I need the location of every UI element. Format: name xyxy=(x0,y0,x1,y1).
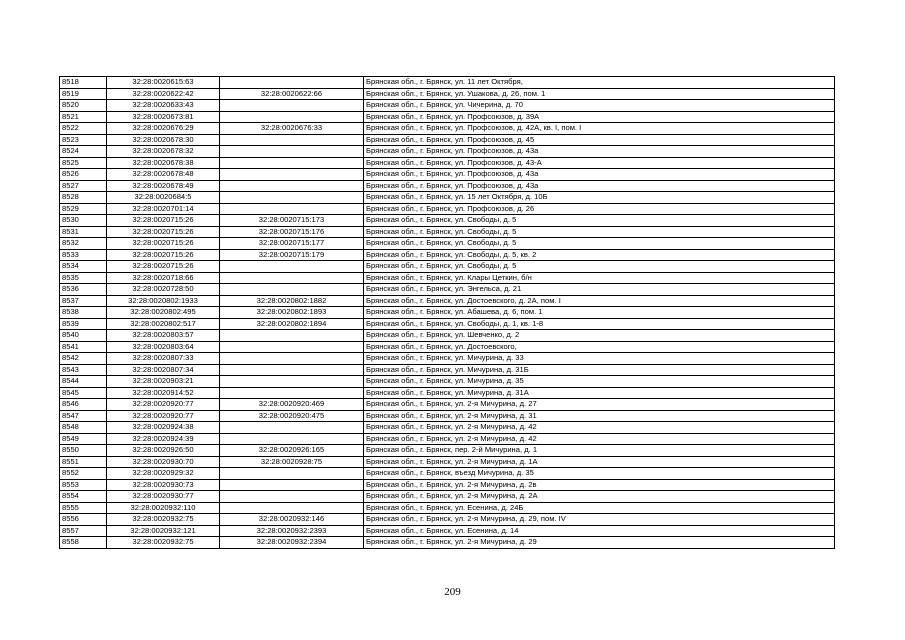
object-number-cell xyxy=(220,272,364,284)
row-number-cell: 8519 xyxy=(60,88,107,100)
object-number-cell: 32:28:0020802:1882 xyxy=(220,295,364,307)
cadastral-number-cell: 32:28:0020914:52 xyxy=(107,387,220,399)
table-row xyxy=(60,238,835,250)
object-number-cell xyxy=(220,341,364,353)
cadastral-number-cell: 32:28:0020920:77 xyxy=(107,399,220,411)
address-cell: Брянская обл., г. Брянск, ул. Шевченко, д. 2 xyxy=(364,330,835,342)
table-row xyxy=(60,341,835,353)
cadastral-number-cell: 32:28:0020903:21 xyxy=(107,376,220,388)
address-cell: Брянская обл., г. Брянск, ул. Есенина, д. 14 xyxy=(364,525,835,537)
address-cell: Брянская обл., г. Брянск, ул. Свободы, д. 5 xyxy=(364,238,835,250)
object-number-cell xyxy=(220,77,364,89)
cadastral-number-cell: 32:28:0020924:38 xyxy=(107,422,220,434)
object-number-cell xyxy=(220,502,364,514)
table-row xyxy=(60,353,835,365)
row-number-cell: 8522 xyxy=(60,123,107,135)
row-number-cell: 8528 xyxy=(60,192,107,204)
table-row xyxy=(60,307,835,319)
registry-table xyxy=(59,76,835,549)
row-number-cell: 8533 xyxy=(60,249,107,261)
cadastral-number-cell: 32:28:0020807:34 xyxy=(107,364,220,376)
address-cell: Брянская обл., г. Брянск, ул. Достоевского, д. 2А, пом. I xyxy=(364,295,835,307)
cadastral-number-cell: 32:28:0020715:26 xyxy=(107,238,220,250)
object-number-cell xyxy=(220,111,364,123)
table-row xyxy=(60,249,835,261)
object-number-cell: 32:28:0020802:1894 xyxy=(220,318,364,330)
object-number-cell xyxy=(220,192,364,204)
cadastral-number-cell: 32:28:0020676:29 xyxy=(107,123,220,135)
cadastral-number-cell: 32:28:0020715:26 xyxy=(107,226,220,238)
cadastral-number-cell: 32:28:0020678:32 xyxy=(107,146,220,158)
address-cell: Брянская обл., г. Брянск, ул. 11 лет Октября, xyxy=(364,77,835,89)
table-row xyxy=(60,514,835,526)
address-cell: Брянская обл., г. Брянск, ул. Мичурина, д. 35 xyxy=(364,376,835,388)
object-number-cell xyxy=(220,330,364,342)
address-cell: Брянская обл., г. Брянск, ул. 2-я Мичурина, д. 42 xyxy=(364,433,835,445)
cadastral-number-cell: 32:28:0020802:495 xyxy=(107,307,220,319)
row-number-cell: 8535 xyxy=(60,272,107,284)
table-row xyxy=(60,537,835,549)
row-number-cell: 8531 xyxy=(60,226,107,238)
object-number-cell: 32:28:0020715:173 xyxy=(220,215,364,227)
table-row xyxy=(60,77,835,89)
row-number-cell: 8527 xyxy=(60,180,107,192)
cadastral-number-cell: 32:28:0020615:63 xyxy=(107,77,220,89)
table-row xyxy=(60,387,835,399)
table-row xyxy=(60,468,835,480)
address-cell: Брянская обл., г. Брянск, ул. 2-я Мичурина, д. 31 xyxy=(364,410,835,422)
table-row xyxy=(60,456,835,468)
cadastral-number-cell: 32:28:0020673:81 xyxy=(107,111,220,123)
object-number-cell xyxy=(220,376,364,388)
address-cell: Брянская обл., г. Брянск, пер. 2-й Мичурина, д. 1 xyxy=(364,445,835,457)
row-number-cell: 8539 xyxy=(60,318,107,330)
row-number-cell: 8523 xyxy=(60,134,107,146)
table-row xyxy=(60,192,835,204)
row-number-cell: 8548 xyxy=(60,422,107,434)
row-number-cell: 8542 xyxy=(60,353,107,365)
address-cell: Брянская обл., г. Брянск, ул. 2-я Мичурина, д. 42 xyxy=(364,422,835,434)
address-cell: Брянская обл., г. Брянск, ул. 2-я Мичурина, д. 29 xyxy=(364,537,835,549)
address-cell: Брянская обл., г. Брянск, ул. Свободы, д. 5, кв. 2 xyxy=(364,249,835,261)
cadastral-number-cell: 32:28:0020633:43 xyxy=(107,100,220,112)
table-row xyxy=(60,180,835,192)
object-number-cell: 32:28:0020715:177 xyxy=(220,238,364,250)
object-number-cell: 32:28:0020928:75 xyxy=(220,456,364,468)
object-number-cell xyxy=(220,468,364,480)
address-cell: Брянская обл., г. Брянск, ул. Энгельса, д. 21 xyxy=(364,284,835,296)
row-number-cell: 8537 xyxy=(60,295,107,307)
row-number-cell: 8540 xyxy=(60,330,107,342)
table-row xyxy=(60,226,835,238)
table-row xyxy=(60,203,835,215)
cadastral-number-cell: 32:28:0020715:26 xyxy=(107,249,220,261)
cadastral-number-cell: 32:28:0020684:5 xyxy=(107,192,220,204)
object-number-cell xyxy=(220,491,364,503)
table-row xyxy=(60,422,835,434)
address-cell: Брянская обл., г. Брянск, ул. Клары Цеткин, б/н xyxy=(364,272,835,284)
table-row xyxy=(60,134,835,146)
row-number-cell: 8549 xyxy=(60,433,107,445)
address-cell: Брянская обл., г. Брянск, ул. Профсоюзов, д. 43а xyxy=(364,146,835,158)
row-number-cell: 8538 xyxy=(60,307,107,319)
table-row xyxy=(60,445,835,457)
table-row xyxy=(60,399,835,411)
row-number-cell: 8525 xyxy=(60,157,107,169)
cadastral-number-cell: 32:28:0020932:75 xyxy=(107,514,220,526)
object-number-cell xyxy=(220,157,364,169)
address-cell: Брянская обл., г. Брянск, ул. Мичурина, д. 31Б xyxy=(364,364,835,376)
table-row xyxy=(60,272,835,284)
address-cell: Брянская обл., г. Брянск, ул. Профсоюзов, д. 45 xyxy=(364,134,835,146)
object-number-cell xyxy=(220,146,364,158)
table-row xyxy=(60,376,835,388)
cadastral-number-cell: 32:28:0020803:64 xyxy=(107,341,220,353)
address-cell: Брянская обл., г. Брянск, ул. Свободы, д. 5 xyxy=(364,226,835,238)
row-number-cell: 8551 xyxy=(60,456,107,468)
cadastral-number-cell: 32:28:0020929:32 xyxy=(107,468,220,480)
cadastral-number-cell: 32:28:0020802:517 xyxy=(107,318,220,330)
address-cell: Брянская обл., г. Брянск, ул. Мичурина, д. 31А xyxy=(364,387,835,399)
cadastral-number-cell: 32:28:0020622:42 xyxy=(107,88,220,100)
row-number-cell: 8534 xyxy=(60,261,107,273)
row-number-cell: 8530 xyxy=(60,215,107,227)
table-row xyxy=(60,157,835,169)
row-number-cell: 8555 xyxy=(60,502,107,514)
address-cell: Брянская обл., г. Брянск, ул. Есенина, д. 24Б xyxy=(364,502,835,514)
cadastral-number-cell: 32:28:0020728:50 xyxy=(107,284,220,296)
object-number-cell xyxy=(220,364,364,376)
table-row xyxy=(60,88,835,100)
object-number-cell: 32:28:0020676:33 xyxy=(220,123,364,135)
table-row xyxy=(60,215,835,227)
cadastral-number-cell: 32:28:0020678:48 xyxy=(107,169,220,181)
cadastral-number-cell: 32:28:0020924:39 xyxy=(107,433,220,445)
row-number-cell: 8526 xyxy=(60,169,107,181)
address-cell: Брянская обл., г. Брянск, ул. 2-я Мичурина, д. 2А xyxy=(364,491,835,503)
cadastral-number-cell: 32:28:0020930:73 xyxy=(107,479,220,491)
row-number-cell: 8532 xyxy=(60,238,107,250)
object-number-cell: 32:28:0020932:2393 xyxy=(220,525,364,537)
address-cell: Брянская обл., г. Брянск, ул. Профсоюзов, д. 43а xyxy=(364,180,835,192)
row-number-cell: 8543 xyxy=(60,364,107,376)
row-number-cell: 8520 xyxy=(60,100,107,112)
cadastral-number-cell: 32:28:0020678:38 xyxy=(107,157,220,169)
address-cell: Брянская обл., г. Брянск, ул. Абашева, д. 6, пом. 1 xyxy=(364,307,835,319)
table-row xyxy=(60,502,835,514)
table-row xyxy=(60,284,835,296)
object-number-cell xyxy=(220,479,364,491)
cadastral-number-cell: 32:28:0020930:77 xyxy=(107,491,220,503)
cadastral-number-cell: 32:28:0020715:26 xyxy=(107,215,220,227)
object-number-cell xyxy=(220,387,364,399)
object-number-cell: 32:28:0020920:469 xyxy=(220,399,364,411)
object-number-cell xyxy=(220,433,364,445)
address-cell: Брянская обл., г. Брянск, ул. Профсоюзов, д. 43-А xyxy=(364,157,835,169)
object-number-cell: 32:28:0020715:176 xyxy=(220,226,364,238)
row-number-cell: 8553 xyxy=(60,479,107,491)
row-number-cell: 8550 xyxy=(60,445,107,457)
object-number-cell xyxy=(220,134,364,146)
object-number-cell: 32:28:0020920:475 xyxy=(220,410,364,422)
address-cell: Брянская обл., г. Брянск, ул. 2-я Мичурина, д. 27 xyxy=(364,399,835,411)
address-cell: Брянская обл., г. Брянск, ул. 15 лет Октября, д. 10Б xyxy=(364,192,835,204)
address-cell: Брянская обл., г. Брянск, ул. 2-я Мичурина, д. 2в xyxy=(364,479,835,491)
object-number-cell xyxy=(220,203,364,215)
table-row xyxy=(60,525,835,537)
address-cell: Брянская обл., г. Брянск, ул. Свободы, д. 5 xyxy=(364,261,835,273)
cadastral-number-cell: 32:28:0020932:121 xyxy=(107,525,220,537)
row-number-cell: 8518 xyxy=(60,77,107,89)
table-row xyxy=(60,169,835,181)
row-number-cell: 8554 xyxy=(60,491,107,503)
row-number-cell: 8521 xyxy=(60,111,107,123)
cadastral-number-cell: 32:28:0020932:75 xyxy=(107,537,220,549)
object-number-cell xyxy=(220,100,364,112)
cadastral-number-cell: 32:28:0020678:30 xyxy=(107,134,220,146)
object-number-cell xyxy=(220,261,364,273)
cadastral-number-cell: 32:28:0020718:66 xyxy=(107,272,220,284)
object-number-cell: 32:28:0020932:146 xyxy=(220,514,364,526)
address-cell: Брянская обл., г. Брянск, ул. Свободы, д. 1, кв. 1-8 xyxy=(364,318,835,330)
table-row xyxy=(60,410,835,422)
cadastral-number-cell: 32:28:0020932:110 xyxy=(107,502,220,514)
object-number-cell xyxy=(220,422,364,434)
address-cell: Брянская обл., г. Брянск, ул. 2-я Мичурина, д. 29, пом. IV xyxy=(364,514,835,526)
object-number-cell xyxy=(220,284,364,296)
cadastral-number-cell: 32:28:0020930:70 xyxy=(107,456,220,468)
cadastral-number-cell: 32:28:0020678:49 xyxy=(107,180,220,192)
address-cell: Брянская обл., г. Брянск, ул. Профсоюзов, д. 26 xyxy=(364,203,835,215)
cadastral-number-cell: 32:28:0020926:50 xyxy=(107,445,220,457)
cadastral-number-cell: 32:28:0020802:1933 xyxy=(107,295,220,307)
cadastral-number-cell: 32:28:0020715:26 xyxy=(107,261,220,273)
row-number-cell: 8558 xyxy=(60,537,107,549)
address-cell: Брянская обл., г. Брянск, ул. Профсоюзов, д. 43а xyxy=(364,169,835,181)
address-cell: Брянская обл., г. Брянск, ул. Достоевского, xyxy=(364,341,835,353)
object-number-cell xyxy=(220,169,364,181)
address-cell: Брянская обл., г. Брянск, ул. Свободы, д. 5 xyxy=(364,215,835,227)
row-number-cell: 8556 xyxy=(60,514,107,526)
row-number-cell: 8547 xyxy=(60,410,107,422)
row-number-cell: 8529 xyxy=(60,203,107,215)
address-cell: Брянская обл., г. Брянск, ул. 2-я Мичурина, д. 1А xyxy=(364,456,835,468)
table-row xyxy=(60,479,835,491)
object-number-cell: 32:28:0020926:165 xyxy=(220,445,364,457)
table-row xyxy=(60,100,835,112)
table-row xyxy=(60,433,835,445)
address-cell: Брянская обл., г. Брянск, ул. Профсоюзов, д. 42А, кв. I, пом. I xyxy=(364,123,835,135)
row-number-cell: 8552 xyxy=(60,468,107,480)
table-row xyxy=(60,364,835,376)
row-number-cell: 8541 xyxy=(60,341,107,353)
address-cell: Брянская обл., г. Брянск, ул. Мичурина, д. 33 xyxy=(364,353,835,365)
table-row xyxy=(60,330,835,342)
row-number-cell: 8546 xyxy=(60,399,107,411)
object-number-cell: 32:28:0020932:2394 xyxy=(220,537,364,549)
row-number-cell: 8536 xyxy=(60,284,107,296)
page-number: 209 xyxy=(444,586,461,598)
address-cell: Брянская обл., г. Брянск, ул. Чичерина, д. 70 xyxy=(364,100,835,112)
table-row xyxy=(60,111,835,123)
row-number-cell: 8557 xyxy=(60,525,107,537)
row-number-cell: 8524 xyxy=(60,146,107,158)
table-row xyxy=(60,261,835,273)
object-number-cell: 32:28:0020622:66 xyxy=(220,88,364,100)
table-row xyxy=(60,123,835,135)
object-number-cell: 32:28:0020802:1893 xyxy=(220,307,364,319)
object-number-cell: 32:28:0020715:179 xyxy=(220,249,364,261)
table-row xyxy=(60,491,835,503)
cadastral-number-cell: 32:28:0020920:77 xyxy=(107,410,220,422)
table-row xyxy=(60,146,835,158)
address-cell: Брянская обл., г. Брянск, въезд Мичурина, д. 35 xyxy=(364,468,835,480)
object-number-cell xyxy=(220,353,364,365)
row-number-cell: 8544 xyxy=(60,376,107,388)
row-number-cell: 8545 xyxy=(60,387,107,399)
cadastral-number-cell: 32:28:0020807:33 xyxy=(107,353,220,365)
address-cell: Брянская обл., г. Брянск, ул. Профсоюзов, д. 39А xyxy=(364,111,835,123)
registry-table-body xyxy=(60,77,835,549)
address-cell: Брянская обл., г. Брянск, ул. Ушакова, д. 26, пом. 1 xyxy=(364,88,835,100)
cadastral-number-cell: 32:28:0020701:14 xyxy=(107,203,220,215)
table-row xyxy=(60,318,835,330)
cadastral-number-cell: 32:28:0020803:57 xyxy=(107,330,220,342)
object-number-cell xyxy=(220,180,364,192)
table-row xyxy=(60,295,835,307)
